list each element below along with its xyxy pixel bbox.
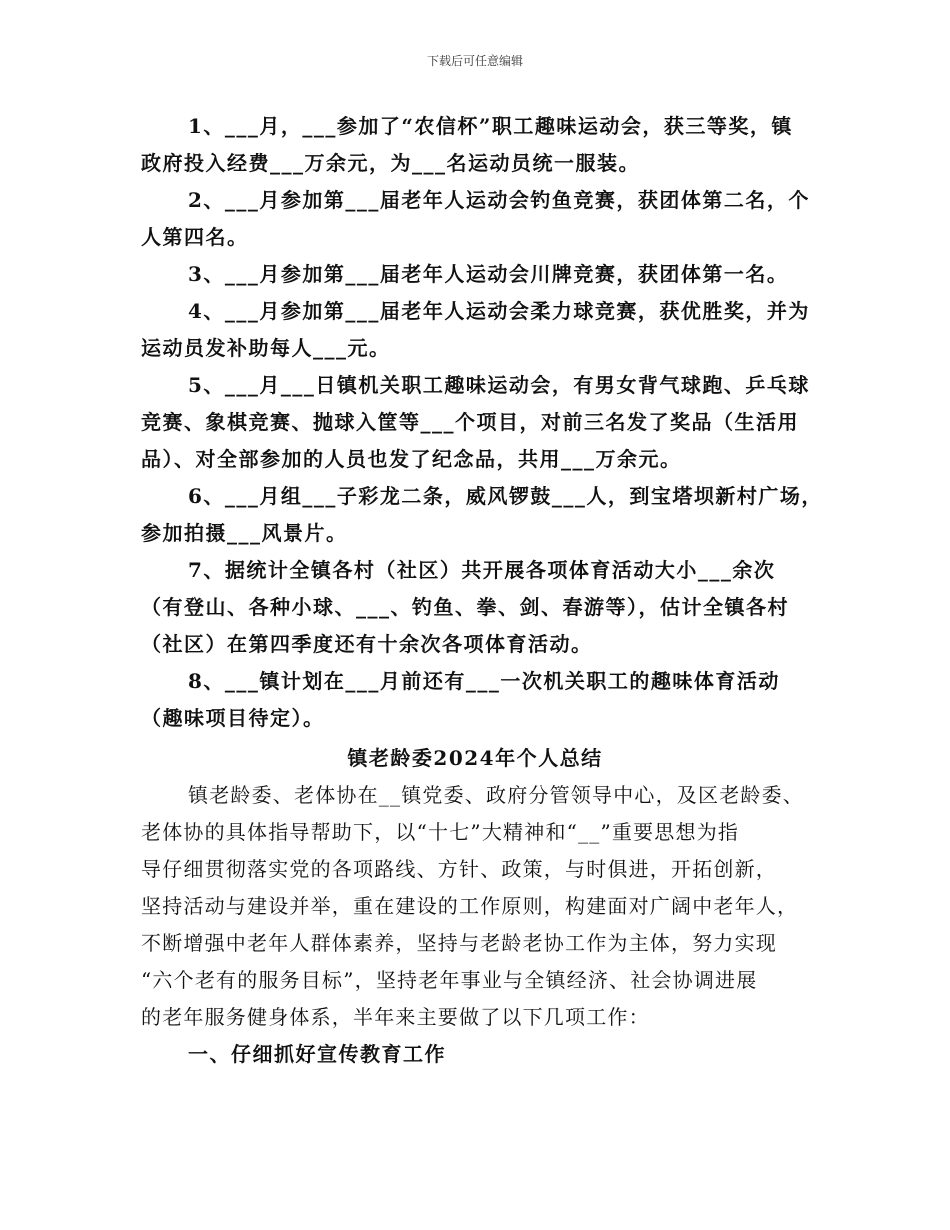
list-item-7-line-2: （有登山、各种小球、___、钓鱼、拳、剑、春游等），估计全镇各村 xyxy=(141,595,789,619)
list-item-6-line-2: 参加拍摄___风景片。 xyxy=(141,521,348,545)
list-item-8-line-1: 8、___镇计划在___月前还有___一次机关职工的趣味体育活动 xyxy=(188,669,780,693)
list-item-7-line-3: （社区）在第四季度还有十余次各项体育活动。 xyxy=(141,632,593,656)
list-item-4-line-2: 运动员发补助每人___元。 xyxy=(141,336,391,360)
activity-list xyxy=(141,108,821,737)
list-item-4-line-1: 4、___月参加第___届老年人运动会柔力球竞赛，获优胜奖，并为 xyxy=(188,299,810,323)
body-line-1: 镇老龄委、老体协在__镇党委、政府分管领导中心，及区老龄委、 xyxy=(188,783,804,807)
list-item-5-line-1: 5、___月___日镇机关职工趣味运动会，有男女背气球跑、乒乓球 xyxy=(188,373,810,397)
list-item-5-line-3: 品）、对全部参加的人员也发了纪念品，共用___万余元。 xyxy=(141,447,682,471)
list-item-8-line-2: （趣味项目待定）。 xyxy=(141,706,325,730)
body-line-3: 导仔细贯彻落实党的各项路线、方针、政策，与时俱进，开拓创新， xyxy=(141,857,777,881)
document-title: 镇老龄委2024年个人总结 xyxy=(347,746,603,770)
section-heading-1: 一、仔细抓好宣传教育工作 xyxy=(188,1042,446,1066)
body-line-6: “六个老有的服务目标”，坚持老年事业与全镇经济、社会协调进展 xyxy=(141,968,758,992)
list-item-2-line-1: 2、___月参加第___届老年人运动会钓鱼竞赛，获团体第二名，个 xyxy=(188,188,810,212)
list-item-1-line-2: 政府投入经费___万余元，为___名运动员统一服装。 xyxy=(141,151,640,175)
list-item-5-line-2: 竞赛、象棋竞赛、抛球入筐等___个项目，对前三名发了奖品（生活用 xyxy=(141,410,799,434)
list-item-6-line-1: 6、___月组___子彩龙二条，威风锣鼓___人，到宝塔坝新村广场， xyxy=(188,484,823,508)
body-line-4: 坚持活动与建设并举，重在建设的工作原则，构建面对广阔中老年人， xyxy=(141,894,799,918)
page-header: 下载后可任意编辑 xyxy=(426,54,523,68)
list-item-2-line-2: 人第四名。 xyxy=(141,225,249,249)
list-item-3-line-1: 3、___月参加第___届老年人运动会川牌竞赛，获团体第一名。 xyxy=(188,262,789,286)
body-line-7: 的老年服务健身体系，半年来主要做了以下几项工作： xyxy=(141,1005,650,1029)
list-item-1-line-1: 1、___月，___参加了“农信杯”职工趣味运动会，获三等奖，镇 xyxy=(188,114,793,138)
body-line-2: 老体协的具体指导帮助下，以“十七”大精神和“__”重要思想为指 xyxy=(141,820,740,844)
summary-section xyxy=(141,740,821,1073)
list-item-7-line-1: 7、据统计全镇各村（社区）共开展各项体育活动大小___余次 xyxy=(188,558,776,582)
body-line-5: 不断增强中老年人群体素养，坚持与老龄老协工作为主体，努力实现 xyxy=(141,931,777,955)
